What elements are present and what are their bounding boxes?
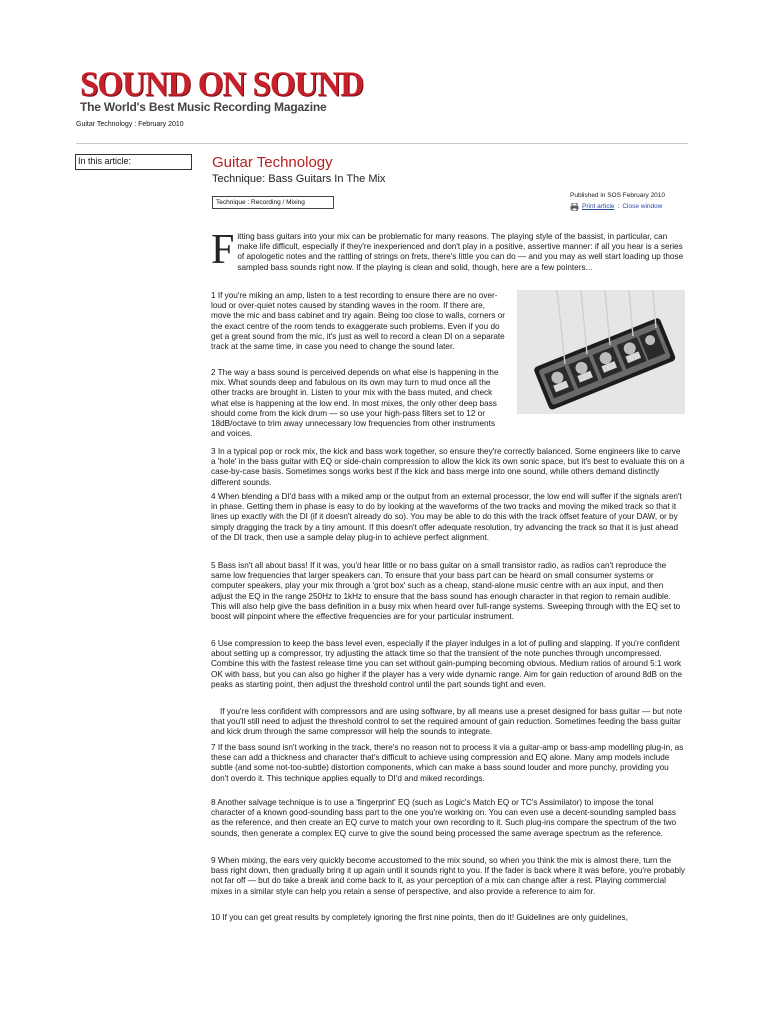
- tip-2: 2 The way a bass sound is perceived depends on what else is happening in the mix. What sounds deep and fabulous on its own may turn to mud once all the other tracks are brought in. Listen to your mix with the bass muted, and check what else is happening at the low end. In most mixes, the only other deep bass should come from the kick drum — so use your high-pass filters set to 12 or 18dB/octave to trim away unnecessary low frequencies from other instruments and voices.: [211, 368, 499, 439]
- publish-info: Published in SOS February 2010: [570, 192, 666, 199]
- drop-cap: F: [211, 227, 235, 273]
- logo-wordmark: SOUND ON SOUND: [80, 65, 364, 104]
- tip-6: 6 Use compression to keep the bass level even, especially if the player indulges in a lot of pulling and slapping. If you're confident about setting up a compressor, try adjusting the attack time so that the transient of the note punches through uncompressed. Combine this with the fastest release time you can set without gain-pumping becoming obvious. Medium ratios of around 5:1 work OK with bass, but you can also go higher if the player has a very wide dynamic range. Aim for gain reduction of around 8dB on the peaks as starting point, then adjust the threshold control until the part sounds tight and even.: [211, 639, 683, 689]
- tip-7: 7 If the bass sound isn't working in the track, there's no reason not to process it via a guitar-amp or bass-amp modelling plug-in, as these can add a thickness and character that's difficult to achieve using compression and EQ alone. Many amp models include subtle (and some not-too-subtle) distortion components, which can make a bass sound louder and more punchy, providing you don't overdo it. This technique applies equally to DI'd and miked recordings.: [211, 743, 684, 783]
- tip-4: 4 When blending a DI'd bass with a miked amp or the output from an external processor, the low end will suffer if the signals aren't in phase. Getting them in phase is easy to do by looking at the waveforms of the two tracks and moving the miked track so that it lines up exactly with the DI (if it doesn't already do so). You may be able to do this with the track offset feature of your DAW, or by simply dragging the track by a tiny amount. If this doesn't offer adequate resolution, try advancing the track so that it is just ahead of the DI track, then use a sample delay plug-in to achieve perfect alignment.: [211, 492, 682, 542]
- in-this-article-box: [75, 154, 192, 170]
- print-article-link[interactable]: Print article: [582, 203, 615, 210]
- site-logo[interactable]: [80, 65, 364, 114]
- tip-9: 9 When mixing, the ears very quickly become accustomed to the mix sound, so when you think the mix is almost there, turn the bass right down, then gradually bring it up again until it sounds right to you. If the fader is back where it was before, you're probably not far off — but do take a break and come back to it, as your perception of a mix can change after a rest. Playing commercial mixes in a similar style can help you retain a sense of perspective, and also provide a reference to aim for.: [211, 856, 685, 896]
- section-title: Guitar Technology: [212, 154, 333, 171]
- bass-bridge-photo: [517, 290, 685, 414]
- breadcrumb: Guitar Technology : February 2010: [76, 121, 184, 128]
- close-window-link[interactable]: Close window: [622, 203, 663, 210]
- article-title: Technique: Bass Guitars In The Mix: [212, 173, 386, 185]
- logo-tagline: The World's Best Music Recording Magazine: [80, 100, 327, 114]
- tip-3: 3 In a typical pop or rock mix, the kick and bass work together, so ensure they're correctly balanced. Some engineers like to carve a 'hole' in the bass guitar with EQ or side-chain compression to allow the kick its own sonic space, but it's best to evaluate this on a case-by-case basis. Sometimes songs works best if the kick and bass merge into one sound, while others demand distinctly different sounds.: [211, 447, 685, 487]
- article-actions: [570, 203, 662, 210]
- printer-icon[interactable]: [570, 203, 579, 210]
- header-divider: [76, 143, 688, 144]
- tip-6-continued: If you're less confident with compressors and are using software, by all means use a preset designed for bass guitar — but note that you'll still need to adjust the threshold control to set the required amount of gain reduction. Sometimes feeding the bass guitar and kick drum through the same compressor will help the sounds to integrate.: [211, 707, 683, 737]
- in-this-article-label: In this article:: [78, 156, 132, 166]
- tip-10: 10 If you can get great results by completely ignoring the first nine points, then do it! Guidelines are only guidelines,: [211, 913, 628, 922]
- intro-text: itting bass guitars into your mix can be problematic for many reasons. The playing style of the bassist, in particular, can make life difficult, especially if they're inexperienced and don't play in a positive, assertive manner: if all you hear is a series of apologetic notes and the rattling of strings on frets, there's little you can do — and you may as well start loading up those sampled bass sounds right now. If the playing is clean and solid, though, here are a few pointers...: [237, 232, 684, 272]
- bass-bridge-image: [517, 290, 685, 414]
- article-tags: Technique : Recording / Mixing: [212, 196, 334, 209]
- tip-5: 5 Bass isn't all about bass! If it was, you'd hear little or no bass guitar on a small transistor radio, as radios can't reproduce the same low frequencies that larger speakers can. To ensure that your bass part can be heard on small consumer systems or computer speakers, play your mix through a 'grot box' such as a cheap, stand-alone music centre with an aux input, and then adjust the EQ in the range 250Hz to 1kHz to ensure that the bass sound has enough character in that region to remain audible. This will also help give the bass definition in a busy mix when heard over full-range systems. Sweeping through with the EQ set to boost will pinpoint where the effective frequencies are for your particular instrument.: [211, 561, 681, 622]
- article-intro: [211, 227, 685, 273]
- tip-1: 1 If you're miking an amp, listen to a test recording to ensure there are no over-loud or over-quiet notes caused by standing waves in the room. If there are, move the mic and bass cabinet and try again. Being too close to walls, corners or the exact centre of the room tends to exaggerate such problems. Even if you do get a great sound from the mic, it's just as well to record a clean DI on a separate track at the same time, in case you need to change the sound later.: [211, 291, 505, 352]
- tip-8: 8 Another salvage technique is to use a 'fingerprint' EQ (such as Logic's Match EQ or TC's Assimilator) to impose the tonal character of a known good-sounding bass part to the one you're working on. You can even use a decent-sounding sampled bass as the reference, and then create an EQ curve to match your own recording to it. Such plug-ins compare the spectrum of the two sounds, then generate a complex EQ curve to give the sound being processed the same average spectrum as the reference.: [211, 798, 677, 838]
- link-separator: :: [617, 203, 620, 210]
